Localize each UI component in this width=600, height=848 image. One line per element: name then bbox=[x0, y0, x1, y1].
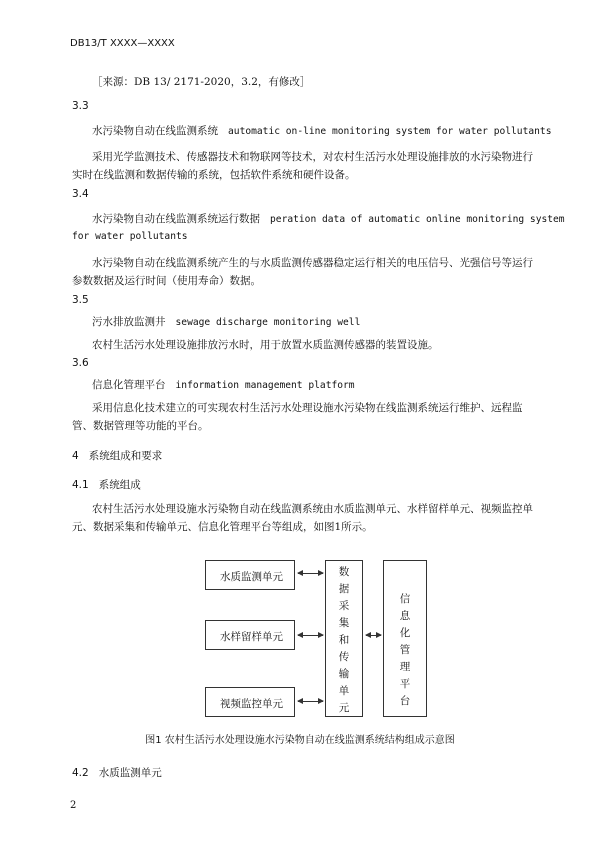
term-title-3-5 bbox=[92, 314, 360, 329]
definition-line: 水污染物自动在线监测系统产生的与水质监测传感器稳定运行相关的电压信号、光强信号等运行 bbox=[92, 257, 533, 269]
term-number-3-3: 3.3 bbox=[72, 100, 89, 112]
term-en: peration data of automatic online monitoring system bbox=[270, 214, 565, 225]
definition-line: 农村生活污水处理设施排放污水时，用于放置水质监测传感器的装置设施。 bbox=[92, 339, 439, 351]
bidirectional-arrow bbox=[366, 635, 381, 636]
figure-caption: 图1 农村生活污水处理设施水污染物自动在线监测系统结构组成示意图 bbox=[145, 735, 455, 746]
term-number-3-4: 3.4 bbox=[72, 188, 89, 200]
water-sampling-unit-box bbox=[205, 620, 295, 650]
bidirectional-arrow bbox=[298, 701, 323, 702]
unit-vertical-label: 信 息 化 管 理 平 台 bbox=[399, 593, 411, 707]
term-number-3-5: 3.5 bbox=[72, 294, 89, 306]
paragraph-line: 元、数据采集和传输单元、信息化管理平台等组成，如图1所示。 bbox=[72, 521, 373, 533]
source-note: ［来源：DB 13/ 2171-2020，3.2，有修改］ bbox=[92, 76, 311, 88]
section-number: 4.1 bbox=[72, 479, 89, 491]
term-en: information management platform bbox=[175, 380, 355, 391]
definition-line: 参数数据及运行时间（使用寿命）数据。 bbox=[72, 275, 261, 287]
term-cn: 信息化管理平台 bbox=[92, 379, 166, 391]
definition-line: 实时在线监测和数据传输的系统，包括软件系统和硬件设备。 bbox=[72, 169, 356, 181]
term-en: sewage discharge monitoring well bbox=[175, 317, 361, 328]
page-number: 2 bbox=[70, 800, 77, 811]
definition-line: 采用光学监测技术、传感器技术和物联网等技术，对农村生活污水处理设施排放的水污染物进行 bbox=[92, 151, 533, 163]
unit-label: 视频监控单元 bbox=[220, 698, 283, 710]
term-title-3-4-cont bbox=[72, 230, 188, 242]
paragraph-line: 农村生活污水处理设施水污染物自动在线监测系统由水质监测单元、水样留样单元、视频监控单 bbox=[92, 503, 533, 515]
unit-label: 水质监测单元 bbox=[220, 571, 283, 583]
bidirectional-arrow bbox=[298, 573, 323, 574]
section-title: 水质监测单元 bbox=[98, 767, 162, 779]
section-heading-4 bbox=[72, 448, 162, 463]
section-number: 4 bbox=[72, 450, 79, 462]
definition-line: 采用信息化技术建立的可实现农村生活污水处理设施水污染物在线监测系统运行维护、远程监 bbox=[92, 402, 523, 414]
term-cn: 水污染物自动在线监测系统 bbox=[92, 125, 218, 137]
term-title-3-4 bbox=[92, 211, 565, 226]
term-cn: 污水排放监测井 bbox=[92, 316, 166, 328]
section-title: 系统组成 bbox=[98, 479, 141, 491]
section-heading-4-2 bbox=[72, 765, 162, 780]
term-en: automatic on-line monitoring system for water pollutants bbox=[228, 126, 552, 137]
term-en-cont: for water pollutants bbox=[72, 231, 188, 242]
section-number: 4.2 bbox=[72, 767, 89, 779]
term-cn: 水污染物自动在线监测系统运行数据 bbox=[92, 213, 260, 225]
unit-label: 水样留样单元 bbox=[220, 631, 283, 643]
definition-line: 管、数据管理等功能的平台。 bbox=[72, 420, 209, 432]
term-title-3-6 bbox=[92, 377, 355, 392]
bidirectional-arrow bbox=[298, 635, 323, 636]
document-code-header: DB13/T XXXX—XXXX bbox=[70, 38, 175, 49]
water-quality-unit-box bbox=[205, 560, 295, 590]
unit-vertical-label: 数 据 采 集 和 传 输 单 元 bbox=[338, 566, 350, 714]
section-heading-4-1 bbox=[72, 477, 141, 492]
information-management-platform-box bbox=[383, 560, 427, 717]
term-number-3-6: 3.6 bbox=[72, 357, 89, 369]
section-title: 系统组成和要求 bbox=[88, 450, 163, 462]
term-title-3-3 bbox=[92, 123, 551, 138]
data-acquisition-transmission-unit-box bbox=[325, 560, 363, 717]
video-monitoring-unit-box bbox=[205, 687, 295, 717]
